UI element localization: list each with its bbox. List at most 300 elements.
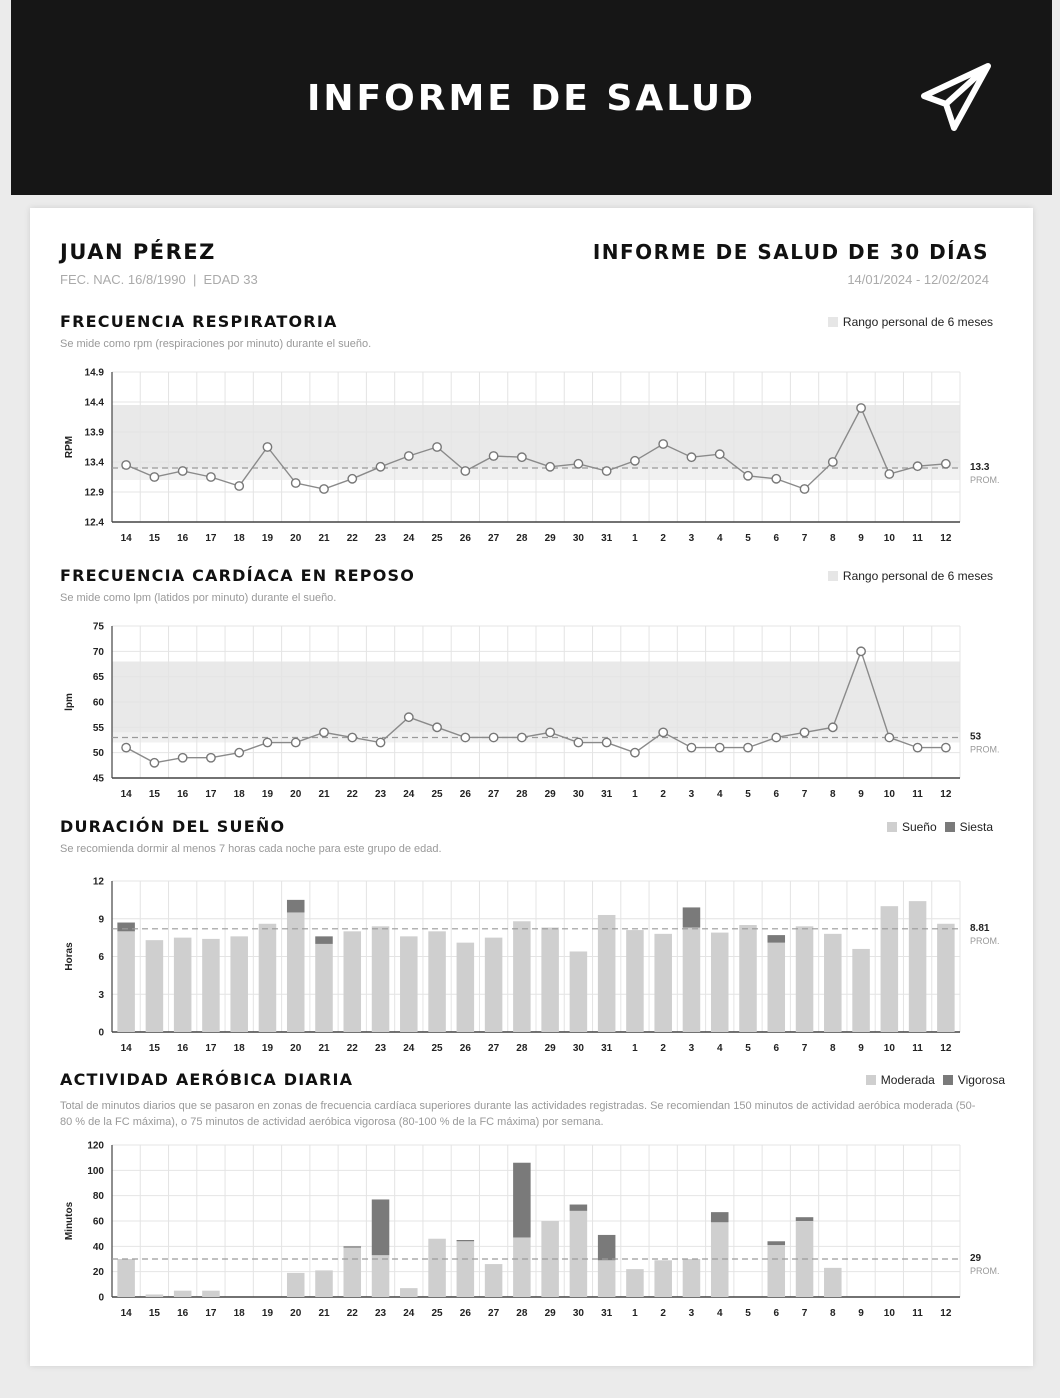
aero-x-tick: 12 xyxy=(940,1308,952,1319)
hr-x-tick: 6 xyxy=(773,789,780,800)
report-title: INFORME DE SALUD DE 30 DÍAS xyxy=(592,240,989,264)
sleep-section-desc: Se recomienda dormir al menos 7 horas cada noche para este grupo de edad. xyxy=(60,843,442,855)
sleep-y-tick: 12 xyxy=(92,876,104,888)
resp-x-tick: 30 xyxy=(572,533,584,544)
hr-data-point xyxy=(913,743,921,751)
hr-y-tick: 45 xyxy=(92,773,104,785)
aero-average-label: PROM. xyxy=(970,1266,1000,1276)
aero-y-tick: 120 xyxy=(87,1140,104,1152)
resp-x-tick: 25 xyxy=(431,533,443,544)
sleep-x-tick: 29 xyxy=(544,1043,556,1054)
resp-data-point xyxy=(913,462,921,470)
aero-bar-vigorosa xyxy=(598,1235,616,1260)
aero-x-tick: 14 xyxy=(120,1308,132,1319)
aero-x-tick: 15 xyxy=(148,1308,160,1319)
sleep-x-tick: 3 xyxy=(688,1043,695,1054)
sleep-legend-swatch-1 xyxy=(887,822,897,832)
aero-bar-vigorosa xyxy=(513,1163,531,1238)
sleep-chart xyxy=(30,863,1033,1053)
sleep-legend xyxy=(879,820,993,834)
hr-section-title: FRECUENCIA CARDÍACA EN REPOSO xyxy=(60,566,416,585)
aero-x-tick: 11 xyxy=(912,1308,923,1319)
hr-y-tick: 55 xyxy=(92,722,104,734)
hr-section-desc: Se mide como lpm (latidos por minuto) durante el sueño. xyxy=(60,592,337,604)
sleep-bar-sueño xyxy=(541,928,559,1032)
hr-x-tick: 10 xyxy=(883,789,895,800)
hr-data-point xyxy=(602,738,610,746)
sleep-x-tick: 5 xyxy=(745,1043,751,1054)
aero-x-tick: 10 xyxy=(883,1308,895,1319)
aero-bar-moderada xyxy=(344,1248,362,1297)
hr-legend-label: Rango personal de 6 meses xyxy=(842,569,993,583)
aero-x-tick: 23 xyxy=(374,1308,387,1319)
resp-data-point xyxy=(659,440,667,448)
hr-x-tick: 1 xyxy=(632,789,638,800)
sleep-bar-siesta xyxy=(683,907,701,927)
aero-x-tick: 19 xyxy=(261,1308,274,1319)
sleep-x-tick: 15 xyxy=(148,1043,160,1054)
aero-bar-moderada xyxy=(117,1259,135,1297)
aero-x-tick: 4 xyxy=(716,1308,723,1319)
resp-x-tick: 5 xyxy=(745,533,751,544)
sleep-x-tick: 30 xyxy=(572,1043,584,1054)
aero-y-tick: 20 xyxy=(92,1267,104,1279)
sleep-bar-sueño xyxy=(683,928,701,1032)
aero-x-tick: 29 xyxy=(544,1308,556,1319)
aero-bar-moderada xyxy=(174,1291,192,1297)
aero-bar-vigorosa xyxy=(372,1199,390,1255)
resp-x-tick: 19 xyxy=(261,533,274,544)
aero-y-tick: 40 xyxy=(92,1241,104,1253)
sleep-bar-sueño xyxy=(230,936,248,1032)
aero-x-tick: 16 xyxy=(177,1308,189,1319)
sleep-bar-sueño xyxy=(513,921,531,1032)
resp-data-point xyxy=(546,463,554,471)
sleep-x-tick: 6 xyxy=(773,1043,780,1054)
aero-bar-moderada xyxy=(146,1294,164,1297)
resp-data-point xyxy=(744,472,752,480)
aero-legend-label-1: Moderada xyxy=(880,1073,935,1087)
hr-data-point xyxy=(687,743,695,751)
resp-y-tick: 14.9 xyxy=(84,367,104,379)
aero-y-label: Minutos xyxy=(64,1201,75,1241)
hr-data-point xyxy=(885,733,893,741)
sleep-x-tick: 4 xyxy=(716,1043,723,1054)
resp-legend-label: Rango personal de 6 meses xyxy=(842,315,993,329)
aero-chart xyxy=(30,1133,1033,1325)
hr-data-point xyxy=(320,728,328,736)
resp-x-tick: 29 xyxy=(544,533,556,544)
aero-x-tick: 1 xyxy=(632,1308,638,1319)
sleep-bar-sueño xyxy=(824,934,842,1032)
aero-x-tick: 25 xyxy=(431,1308,443,1319)
resp-x-tick: 1 xyxy=(632,533,638,544)
sleep-x-tick: 7 xyxy=(801,1043,808,1054)
sleep-bar-sueño xyxy=(598,915,616,1032)
report-card xyxy=(30,208,1033,1366)
resp-x-tick: 2 xyxy=(660,533,666,544)
resp-x-tick: 11 xyxy=(912,533,923,544)
resp-x-tick: 26 xyxy=(459,533,471,544)
sleep-x-tick: 11 xyxy=(912,1043,923,1054)
hr-x-tick: 30 xyxy=(572,789,584,800)
aero-x-tick: 27 xyxy=(488,1308,500,1319)
hr-y-tick: 70 xyxy=(92,646,104,658)
hr-data-point xyxy=(489,733,497,741)
aero-bar-vigorosa xyxy=(344,1246,362,1247)
sleep-x-tick: 19 xyxy=(261,1043,274,1054)
aero-section-title: ACTIVIDAD AERÓBICA DIARIA xyxy=(60,1070,354,1089)
resp-data-point xyxy=(207,473,215,481)
hr-data-point xyxy=(263,738,271,746)
header-bar xyxy=(11,0,1052,195)
hr-x-tick: 22 xyxy=(346,789,358,800)
sleep-legend-swatch-2 xyxy=(945,822,955,832)
aero-x-tick: 18 xyxy=(233,1308,245,1319)
aero-x-tick: 5 xyxy=(745,1308,751,1319)
resp-x-tick: 14 xyxy=(120,533,132,544)
aero-bar-moderada xyxy=(457,1241,475,1297)
hr-data-point xyxy=(150,759,158,767)
resp-y-tick: 13.9 xyxy=(84,427,104,439)
sleep-x-tick: 21 xyxy=(318,1043,330,1054)
hr-chart xyxy=(30,612,1033,800)
aero-x-tick: 26 xyxy=(459,1308,471,1319)
resp-y-label: RPM xyxy=(64,435,75,459)
aero-y-tick: 100 xyxy=(87,1165,104,1177)
aero-x-tick: 3 xyxy=(688,1308,695,1319)
sleep-bar-sueño xyxy=(315,944,333,1032)
hr-data-point xyxy=(518,733,526,741)
sleep-bar-sueño xyxy=(174,938,192,1032)
hr-x-tick: 8 xyxy=(830,789,836,800)
sleep-x-tick: 9 xyxy=(858,1043,864,1054)
aero-x-tick: 22 xyxy=(346,1308,358,1319)
resp-data-point xyxy=(800,485,808,493)
aero-bar-moderada xyxy=(598,1260,616,1297)
hr-data-point xyxy=(178,754,186,762)
hr-y-tick: 60 xyxy=(92,697,104,709)
resp-data-point xyxy=(405,452,413,460)
aero-legend-label-2: Vigorosa xyxy=(957,1073,1005,1087)
aero-bar-moderada xyxy=(428,1239,446,1297)
hr-y-label: lpm xyxy=(64,693,75,711)
resp-data-point xyxy=(772,475,780,483)
sleep-section-title: DURACIÓN DEL SUEÑO xyxy=(60,817,286,836)
resp-data-point xyxy=(150,473,158,481)
resp-x-tick: 9 xyxy=(858,533,864,544)
aero-bar-moderada xyxy=(824,1268,842,1297)
resp-x-tick: 10 xyxy=(883,533,895,544)
resp-legend-swatch xyxy=(828,317,838,327)
hr-data-point xyxy=(772,733,780,741)
hr-x-tick: 9 xyxy=(858,789,864,800)
hr-x-tick: 23 xyxy=(374,789,387,800)
hr-y-tick: 75 xyxy=(92,621,104,633)
aero-bar-moderada xyxy=(372,1255,390,1297)
resp-x-tick: 24 xyxy=(403,533,415,544)
resp-data-point xyxy=(178,467,186,475)
aero-bar-moderada xyxy=(711,1222,729,1297)
aero-bar-vigorosa xyxy=(796,1217,814,1221)
resp-data-point xyxy=(263,443,271,451)
resp-legend xyxy=(828,315,993,329)
resp-y-tick: 12.4 xyxy=(84,517,104,529)
aero-bar-vigorosa xyxy=(570,1205,588,1211)
sleep-average-value: 8.81 xyxy=(970,922,990,934)
resp-section-title: FRECUENCIA RESPIRATORIA xyxy=(60,312,338,331)
aero-average-value: 29 xyxy=(970,1253,982,1264)
sleep-x-tick: 2 xyxy=(660,1043,666,1054)
hr-data-point xyxy=(631,748,639,756)
aero-y-tick: 80 xyxy=(92,1191,104,1203)
hr-x-tick: 5 xyxy=(745,789,751,800)
aero-legend-swatch-1 xyxy=(866,1075,876,1085)
resp-data-point xyxy=(235,482,243,490)
patient-name: JUAN PÉREZ xyxy=(60,240,216,264)
sleep-x-tick: 25 xyxy=(431,1043,443,1054)
aero-legend xyxy=(858,1073,1005,1087)
hr-x-tick: 12 xyxy=(940,789,952,800)
sleep-legend-label-2: Siesta xyxy=(959,820,993,834)
resp-x-tick: 6 xyxy=(773,533,780,544)
hr-data-point xyxy=(857,647,865,655)
hr-data-point xyxy=(546,728,554,736)
hr-x-tick: 24 xyxy=(403,789,415,800)
hr-y-tick: 65 xyxy=(92,672,104,684)
hr-data-point xyxy=(376,738,384,746)
sleep-y-tick: 0 xyxy=(98,1027,104,1039)
sleep-bar-sueño xyxy=(202,939,220,1032)
resp-x-tick: 27 xyxy=(488,533,500,544)
aero-x-tick: 20 xyxy=(290,1308,302,1319)
hr-x-tick: 16 xyxy=(177,789,189,800)
sleep-x-tick: 23 xyxy=(374,1043,387,1054)
hr-data-point xyxy=(405,713,413,721)
hr-data-point xyxy=(716,743,724,751)
sleep-x-tick: 26 xyxy=(459,1043,471,1054)
aero-y-tick: 60 xyxy=(92,1216,104,1228)
sleep-x-tick: 18 xyxy=(233,1043,245,1054)
sleep-bar-sueño xyxy=(909,901,927,1032)
hr-data-point xyxy=(942,743,950,751)
resp-x-tick: 3 xyxy=(688,533,695,544)
resp-chart xyxy=(30,358,1033,548)
resp-x-tick: 23 xyxy=(374,533,387,544)
resp-data-point xyxy=(602,467,610,475)
resp-data-point xyxy=(574,460,582,468)
aero-bar-moderada xyxy=(315,1270,333,1297)
sleep-legend-label-1: Sueño xyxy=(901,820,937,834)
aero-x-tick: 30 xyxy=(572,1308,584,1319)
resp-data-point xyxy=(518,453,526,461)
hr-data-point xyxy=(574,738,582,746)
sleep-x-tick: 8 xyxy=(830,1043,836,1054)
aero-y-tick: 0 xyxy=(98,1292,104,1304)
hr-x-tick: 3 xyxy=(688,789,695,800)
sleep-bar-sueño xyxy=(400,936,418,1032)
hr-y-tick: 50 xyxy=(92,748,104,760)
sleep-bar-sueño xyxy=(570,951,588,1032)
report-date-range: 14/01/2024 - 12/02/2024 xyxy=(847,272,989,287)
resp-average-value: 13.3 xyxy=(970,462,990,473)
resp-data-point xyxy=(885,470,893,478)
aero-x-tick: 7 xyxy=(801,1308,808,1319)
sleep-x-tick: 1 xyxy=(632,1043,638,1054)
resp-x-tick: 16 xyxy=(177,533,189,544)
hr-legend-swatch xyxy=(828,571,838,581)
sleep-bar-sueño xyxy=(485,938,503,1032)
sleep-x-tick: 20 xyxy=(290,1043,302,1054)
sleep-bar-sueño xyxy=(344,931,362,1032)
sleep-bar-sueño xyxy=(457,943,475,1032)
hr-x-tick: 18 xyxy=(233,789,245,800)
sleep-bar-siesta xyxy=(768,935,786,943)
sleep-y-tick: 6 xyxy=(98,952,104,963)
sleep-x-tick: 28 xyxy=(516,1043,528,1054)
page-title: INFORME DE SALUD xyxy=(307,78,756,119)
hr-x-tick: 28 xyxy=(516,789,528,800)
aero-x-tick: 31 xyxy=(601,1308,613,1319)
resp-x-tick: 31 xyxy=(601,533,613,544)
aero-x-tick: 6 xyxy=(773,1308,780,1319)
sleep-bar-sueño xyxy=(259,924,277,1032)
sleep-x-tick: 31 xyxy=(601,1043,613,1054)
sleep-y-tick: 3 xyxy=(98,989,104,1001)
hr-x-tick: 29 xyxy=(544,789,556,800)
aero-bar-moderada xyxy=(683,1259,701,1297)
sleep-bar-sueño xyxy=(146,940,164,1032)
hr-data-point xyxy=(659,728,667,736)
aero-legend-swatch-2 xyxy=(943,1075,953,1085)
hr-x-tick: 25 xyxy=(431,789,443,800)
resp-y-tick: 13.4 xyxy=(84,457,104,469)
sleep-bar-sueño xyxy=(428,931,446,1032)
resp-x-tick: 21 xyxy=(318,533,330,544)
hr-x-tick: 11 xyxy=(912,789,923,800)
hr-data-point xyxy=(461,733,469,741)
aero-x-tick: 24 xyxy=(403,1308,415,1319)
sleep-bar-sueño xyxy=(117,931,135,1032)
sleep-x-tick: 17 xyxy=(205,1043,217,1054)
aero-bar-moderada xyxy=(654,1260,672,1297)
sleep-bar-siesta xyxy=(315,936,333,944)
sleep-x-tick: 16 xyxy=(177,1043,189,1054)
aero-bar-moderada xyxy=(202,1291,220,1297)
resp-x-tick: 22 xyxy=(346,533,358,544)
paper-plane-icon[interactable] xyxy=(916,60,994,136)
resp-average-label: PROM. xyxy=(970,475,1000,485)
resp-x-tick: 15 xyxy=(148,533,160,544)
resp-data-point xyxy=(631,457,639,465)
aero-bar-vigorosa xyxy=(711,1212,729,1222)
hr-data-point xyxy=(292,738,300,746)
hr-x-tick: 14 xyxy=(120,789,132,800)
resp-x-tick: 28 xyxy=(516,533,528,544)
patient-birth-info: FEC. NAC. 16/8/1990 | EDAD 33 xyxy=(60,272,258,287)
hr-x-tick: 31 xyxy=(601,789,613,800)
hr-data-point xyxy=(122,743,130,751)
resp-data-point xyxy=(942,460,950,468)
sleep-bar-sueño xyxy=(372,926,390,1032)
hr-x-tick: 27 xyxy=(488,789,500,800)
hr-x-tick: 21 xyxy=(318,789,330,800)
aero-x-tick: 28 xyxy=(516,1308,528,1319)
hr-x-tick: 26 xyxy=(459,789,471,800)
resp-section-desc: Se mide como rpm (respiraciones por minuto) durante el sueño. xyxy=(60,338,372,350)
aero-x-tick: 8 xyxy=(830,1308,836,1319)
resp-data-point xyxy=(376,463,384,471)
sleep-x-tick: 24 xyxy=(403,1043,415,1054)
aero-bar-vigorosa xyxy=(768,1241,786,1245)
aero-section-desc: Total de minutos diarios que se pasaron en zonas de frecuencia cardíaca superiores durante las actividades registradas. Se recomiendan 150 minutos de actividad aeróbica moderada (50-80 % de la FC máxima), o 75 minutos de actividad aeróbica vigorosa (80-100 % de la FC máxima) por semana. xyxy=(60,1100,976,1128)
aero-x-tick: 2 xyxy=(660,1308,666,1319)
hr-data-point xyxy=(235,748,243,756)
resp-x-tick: 12 xyxy=(940,533,952,544)
sleep-bar-sueño xyxy=(796,926,814,1032)
aero-bar-moderada xyxy=(485,1264,503,1297)
hr-x-tick: 19 xyxy=(261,789,274,800)
resp-data-point xyxy=(122,461,130,469)
sleep-bar-sueño xyxy=(739,925,757,1032)
aero-x-tick: 21 xyxy=(318,1308,330,1319)
resp-x-tick: 4 xyxy=(716,533,723,544)
resp-data-point xyxy=(292,479,300,487)
sleep-bar-sueño xyxy=(852,949,870,1032)
resp-y-tick: 12.9 xyxy=(84,487,104,499)
resp-data-point xyxy=(857,404,865,412)
hr-data-point xyxy=(744,743,752,751)
resp-data-point xyxy=(716,450,724,458)
sleep-bar-sueño xyxy=(768,943,786,1032)
resp-data-point xyxy=(489,452,497,460)
hr-legend xyxy=(828,569,993,583)
hr-x-tick: 17 xyxy=(205,789,217,800)
aero-bar-moderada xyxy=(626,1269,644,1297)
hr-x-tick: 15 xyxy=(148,789,160,800)
sleep-average-label: PROM. xyxy=(970,935,1000,946)
hr-average-value: 53 xyxy=(970,731,982,743)
resp-data-point xyxy=(687,453,695,461)
sleep-x-tick: 22 xyxy=(346,1043,358,1054)
sleep-bar-siesta xyxy=(117,923,135,932)
aero-x-tick: 17 xyxy=(205,1308,217,1319)
sleep-bar-sueño xyxy=(626,930,644,1032)
aero-x-tick: 9 xyxy=(858,1308,864,1319)
sleep-bar-sueño xyxy=(937,924,955,1032)
sleep-bar-sueño xyxy=(711,933,729,1032)
aero-bar-moderada xyxy=(513,1237,531,1297)
sleep-y-tick: 9 xyxy=(98,914,104,926)
sleep-bar-sueño xyxy=(654,934,672,1032)
sleep-x-tick: 27 xyxy=(488,1043,500,1054)
hr-x-tick: 7 xyxy=(801,789,808,800)
hr-x-tick: 4 xyxy=(716,789,723,800)
sleep-bar-sueño xyxy=(881,906,899,1032)
hr-average-label: PROM. xyxy=(970,744,1000,755)
sleep-bar-sueño xyxy=(287,912,305,1032)
hr-data-point xyxy=(829,723,837,731)
sleep-x-tick: 12 xyxy=(940,1043,952,1054)
resp-x-tick: 20 xyxy=(290,533,302,544)
resp-x-tick: 18 xyxy=(233,533,245,544)
resp-data-point xyxy=(320,485,328,493)
resp-x-tick: 7 xyxy=(801,533,808,544)
resp-data-point xyxy=(348,475,356,483)
aero-bar-vigorosa xyxy=(457,1240,475,1241)
resp-y-tick: 14.4 xyxy=(84,397,104,409)
resp-x-tick: 8 xyxy=(830,533,836,544)
